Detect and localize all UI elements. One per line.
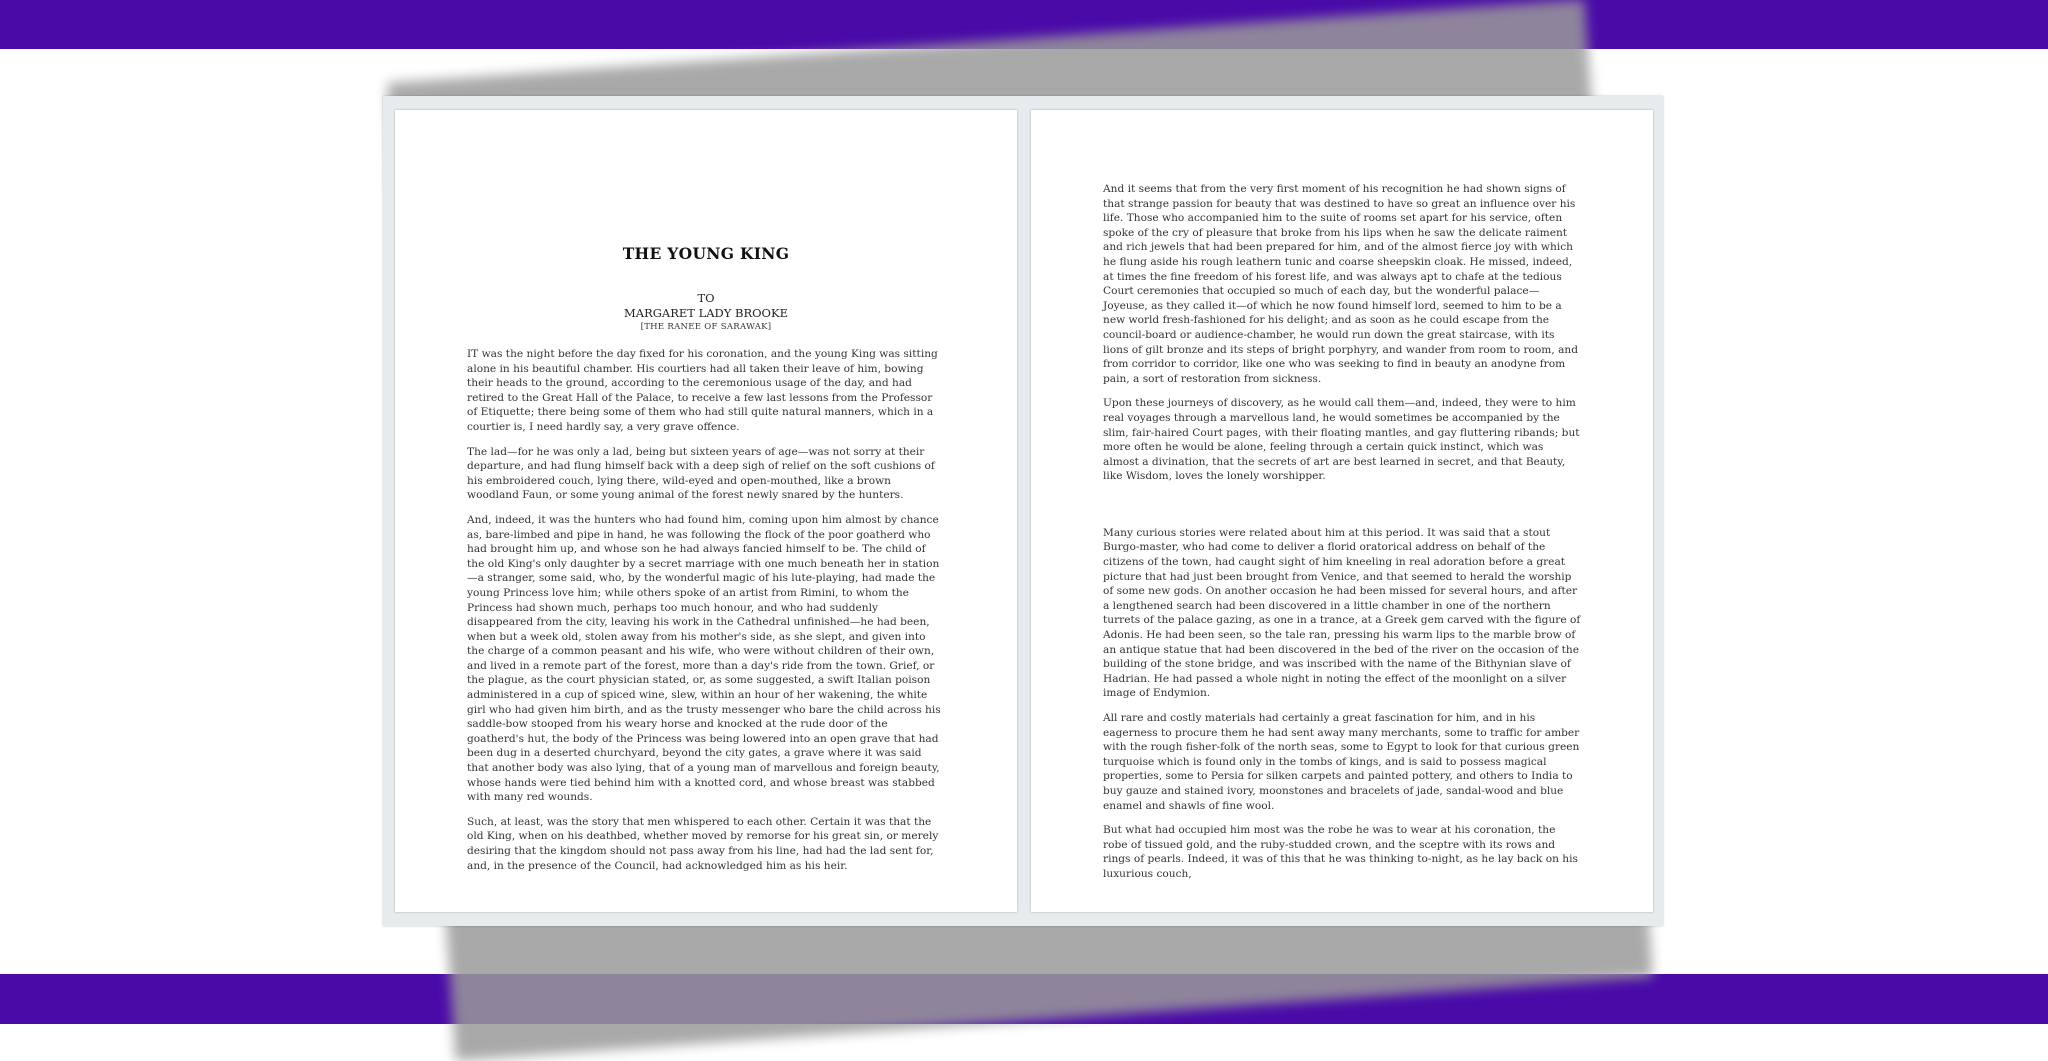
story-title: THE YOUNG KING (622, 244, 790, 263)
paragraph: IT was the night before the day fixed for his coronation, and the young King was sitting alone in his beautiful chamber. His courtiers had all taken their leave of him, bowing their heads to the ground, according to the ceremonious usage of the day, and had retired to the Great Hall of the Palace, to receive a few last lessons from the Professor of Etiquette; there being some of them who had still quite natural manners, which in a courtier is, I need hardly say, a very grave offence. (467, 348, 938, 433)
right-page (1031, 110, 1653, 912)
paragraph: And, indeed, it was the hunters who had found him, coming upon him almost by chance as, bare-limbed and pipe in hand, he was following the flock of the poor goatherd who had brought him up, and whose son he had always fancied himself to be. The child of the old King's only daughter by a secret marriage with one much beneath her in station—a stranger, some said, who, by the wonderful magic of his lute-playing, had made the young Princess love him; while others spoke of an artist from Rimini, to whom the Princess had shown much, perhaps too much honour, and who had suddenly disappeared from the city, leaving his work in the Cathedral unfinished—he had been, when but a week old, stolen away from his mother's side, as she slept, and given into the charge of a common peasant and his wife, who were without children of their own, and lived in a remote part of the forest, more than a day's ride from the town. Grief, or the plague, as the court physician stated, or, as some suggested, a swift Italian poison administered in a cup of spiced wine, slew, within an hour of her wakening, the white girl who had given him birth, and as the trusty messenger who bare the child across his saddle-bow stooped from his weary horse and knocked at the rude door of the goatherd's hut, the body of the Princess was being lowered into an open grave that had been dug in a deserted churchyard, beyond the city gates, a grave where it was said that another body was also lying, that of a young man of marvellous and foreign beauty, whose hands were tied behind him with a knotted cord, and whose breast was stabbed with many red wounds. (467, 513, 941, 804)
paragraph: All rare and costly materials had certainly a great fascination for him, and in his eagerness to procure them he had sent away many merchants, some to traffic for amber with the rough fisher-folk of the north seas, some to Egypt to look for that curious green turquoise which is found only in the tombs of kings, and is said to possess magical properties, some to Persia for silken carpets and painted pottery, and others to India to buy gauze and stained ivory, moonstones and bracelets of jade, sandal-wood and blue enamel and shawls of fine wool. (1103, 712, 1580, 812)
section-gap (1103, 494, 1581, 526)
paragraph: But what had occupied him most was the robe he was to wear at his coronation, the robe of tissued gold, and the ruby-studded crown, and the sceptre with its rows and rings of pearls. Indeed, it was of this that he was thinking to-night, as he lay back on his luxurious couch, (1103, 824, 1578, 880)
paragraph: And it seems that from the very first moment of his recognition he had shown signs of that strange passion for beauty that was destined to have so great an influence over his life. Those who accompanied him to the suite of rooms set apart for his service, often spoke of the cry of pleasure that broke from his lips when he saw the delicate raiment and rich jewels that had been prepared for him, and of the almost fierce joy with which he flung aside his rough leathern tunic and coarse sheepskin cloak. He missed, indeed, at times the fine freedom of his forest life, and was always apt to chafe at the tedious Court ceremonies that occupied so much of each day, but the wonderful palace—Joyeuse, as they called it—of which he now found himself lord, seemed to him to be a new world fresh-fashioned for his delight; and as soon as he could escape from the council-board or audience-chamber, he would run down the great staircase, with its lions of gilt bronze and its steps of bright porphyry, and wander from room to room, and from corridor to corridor, like one who was seeking to find in beauty an anodyne from pain, a sort of restoration from sickness. (1103, 183, 1579, 385)
left-page (395, 110, 1017, 912)
dedication-name: MARGARET LADY BROOKE (624, 306, 788, 320)
paragraph: The lad—for he was only a lad, being but sixteen years of age—was not sorry at their departure, and had flung himself back with a deep sigh of relief on the soft cushions of his embroidered couch, lying there, wild-eyed and open-mouthed, like a brown woodland Faun, or some young animal of the forest newly snared by the hunters. (467, 445, 935, 502)
dedication-to: TO (697, 291, 715, 305)
paragraph: Upon these journeys of discovery, as he would call them—and, indeed, they were to him real voyages through a marvellous land, he would sometimes be accompanied by the slim, fair-haired Court pages, with their floating mantles, and gay fluttering ribands; but more often he would be alone, feeling through a certain quick instinct, which was almost a divination, that the secrets of art are best learned in secret, and that Beauty, like Wisdom, loves the lonely worshipper. (1103, 397, 1580, 483)
paragraph: Many curious stories were related about him at this period. It was said that a stout Burgo-master, who had come to deliver a florid oratorical address on behalf of the citizens of the town, had caught sight of him kneeling in real adoration before a great picture that had just been brought from Venice, and that seemed to herald the worship of some new gods. On another occasion he had been missed for several hours, and after a lengthened search had been discovered in a little chamber in one of the northern turrets of the palace gazing, as one in a trance, at a Greek gem carved with the figure of Adonis. He had been seen, so the tale ran, pressing his warm lips to the marble brow of an antique statue that had been discovered in the bed of the river on the occasion of the building of the stone bridge, and was inscribed with the name of the Bithynian slave of Hadrian. He had passed a whole night in noting the effect of the moonlight on a silver image of Endymion. (1103, 526, 1581, 700)
book-spread (383, 96, 1663, 926)
paragraph: Such, at least, was the story that men whispered to each other. Certain it was that the old King, when on his deathbed, whether moved by remorse for his great sin, or merely desiring that the kingdom should not pass away from his line, had had the lad sent for, and, in the presence of the Council, had acknowledged him as his heir. (467, 815, 939, 872)
dedication-subtitle: [THE RANEE OF SARAWAK] (640, 322, 772, 332)
